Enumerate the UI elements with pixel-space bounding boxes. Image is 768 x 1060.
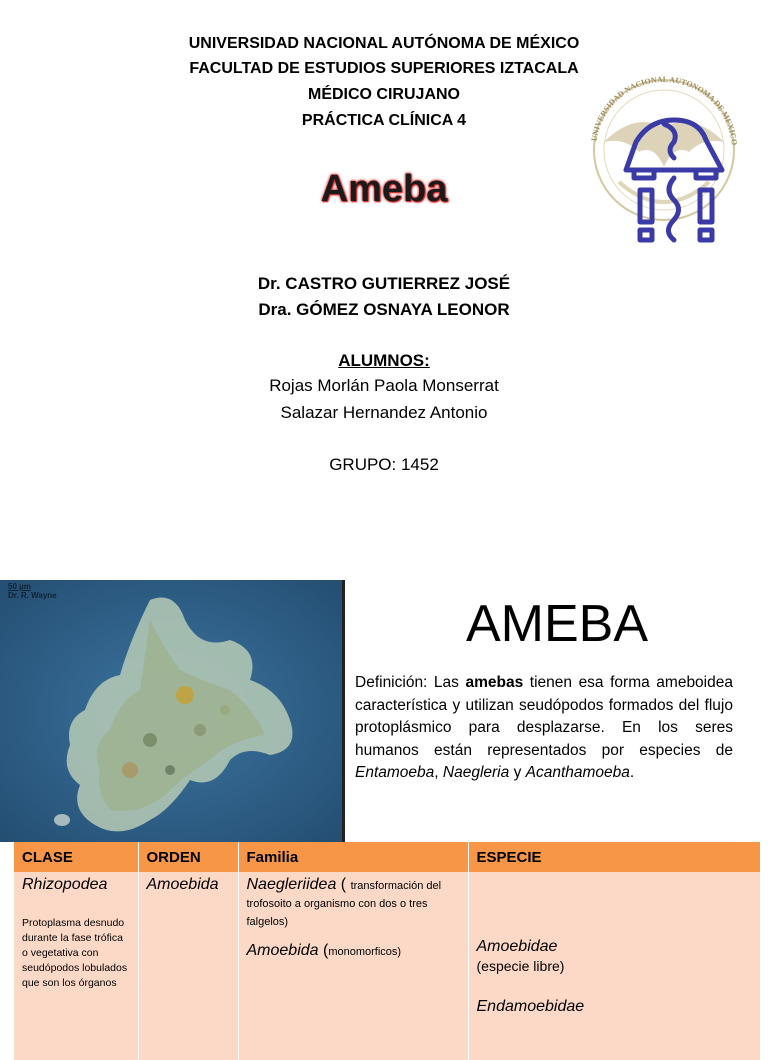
- slide-heading: AMEBA: [465, 595, 649, 653]
- familia-1-name: Naegleriidea: [246, 876, 337, 893]
- familia-2-description: monomorficos): [328, 946, 402, 958]
- university-name: UNIVERSIDAD NACIONAL AUTÓNOMA DE MÉXICO: [188, 35, 580, 52]
- def-bold-amebas: amebas: [465, 674, 524, 691]
- amoeba-image: [0, 580, 342, 842]
- especie-1-name: Amoebidae: [476, 938, 558, 955]
- header-familia: Familia: [238, 842, 468, 872]
- course-name: PRÁCTICA CLÍNICA 4: [301, 112, 467, 129]
- def-text-4: y: [509, 764, 526, 781]
- header-clase: CLASE: [14, 842, 138, 872]
- def-text-3: ,: [434, 764, 443, 781]
- classification-table: [14, 842, 761, 1060]
- familia-2-name: Amoebida: [246, 942, 319, 959]
- def-italic-naegleria: Naegleria: [442, 764, 510, 781]
- emblem-ring-text: UNIVERSIDAD NACIONAL AUTONOMA DE MEXICO: [589, 74, 739, 146]
- def-text-5: .: [629, 764, 635, 781]
- clase-name: Rhizopodea: [22, 876, 108, 893]
- teacher-2: Dra. GÓMEZ OSNAYA LEONOR: [258, 300, 510, 319]
- definition-paragraph: [355, 672, 733, 785]
- clase-description: Protoplasma desnudo durante la fase trófica o vegetativa con seudópodos lobulados que son los órganos: [22, 917, 128, 989]
- scale-bar-text: 50 µm: [8, 582, 31, 591]
- student-2: Salazar Hernandez Antonio: [280, 403, 488, 422]
- header-especie: ESPECIE: [468, 842, 760, 872]
- orden-name: Amoebida: [146, 876, 219, 893]
- photo-scale-label: [8, 582, 57, 600]
- photo-divider: [342, 580, 345, 842]
- student-1: Rojas Morlán Paola Monserrat: [269, 376, 499, 395]
- group-number: GRUPO: 1452: [329, 455, 439, 474]
- teacher-1: Dr. CASTRO GUTIERREZ JOSÉ: [257, 274, 511, 293]
- cell-especie: [468, 872, 760, 1060]
- familia-1-description: transformación del trofosoito a organismo con dos o tres falgelos): [246, 880, 442, 928]
- students-label: ALUMNOS:: [338, 351, 430, 370]
- def-text-1: Definición: Las: [355, 674, 466, 691]
- def-italic-acanthamoeba: Acanthamoeba: [525, 764, 630, 781]
- especie-2-name: Endamoebidae: [476, 998, 585, 1015]
- cell-orden: [138, 872, 238, 1060]
- faculty-name: FACULTAD DE ESTUDIOS SUPERIORES IZTACALA: [189, 60, 579, 77]
- amoeba-micrograph: [0, 580, 342, 842]
- familia-1-paren: (: [336, 876, 351, 893]
- def-italic-entamoeba: Entamoeba: [355, 764, 435, 781]
- cell-familia: [238, 872, 468, 1060]
- career-name: MÉDICO CIRUJANO: [307, 86, 460, 103]
- familia-2-paren: (: [318, 942, 329, 959]
- ameba-slide: [0, 580, 768, 1024]
- especie-1-description: (especie libre): [476, 958, 565, 974]
- unam-emblem-logo: [574, 72, 754, 252]
- slide-title: Ameba: [320, 168, 448, 210]
- photo-credit: Dr. R. Wayne: [8, 591, 57, 600]
- cell-clase: [14, 872, 138, 1060]
- header-orden: ORDEN: [138, 842, 238, 872]
- table-header-row: [14, 842, 760, 872]
- table-row: [14, 872, 760, 1060]
- def-text-2: tienen esa forma ameboidea característica y utilizan seudópodos formados del flujo protoplásmico para desplazarse. En los seres humanos están representados por especies de: [355, 674, 733, 759]
